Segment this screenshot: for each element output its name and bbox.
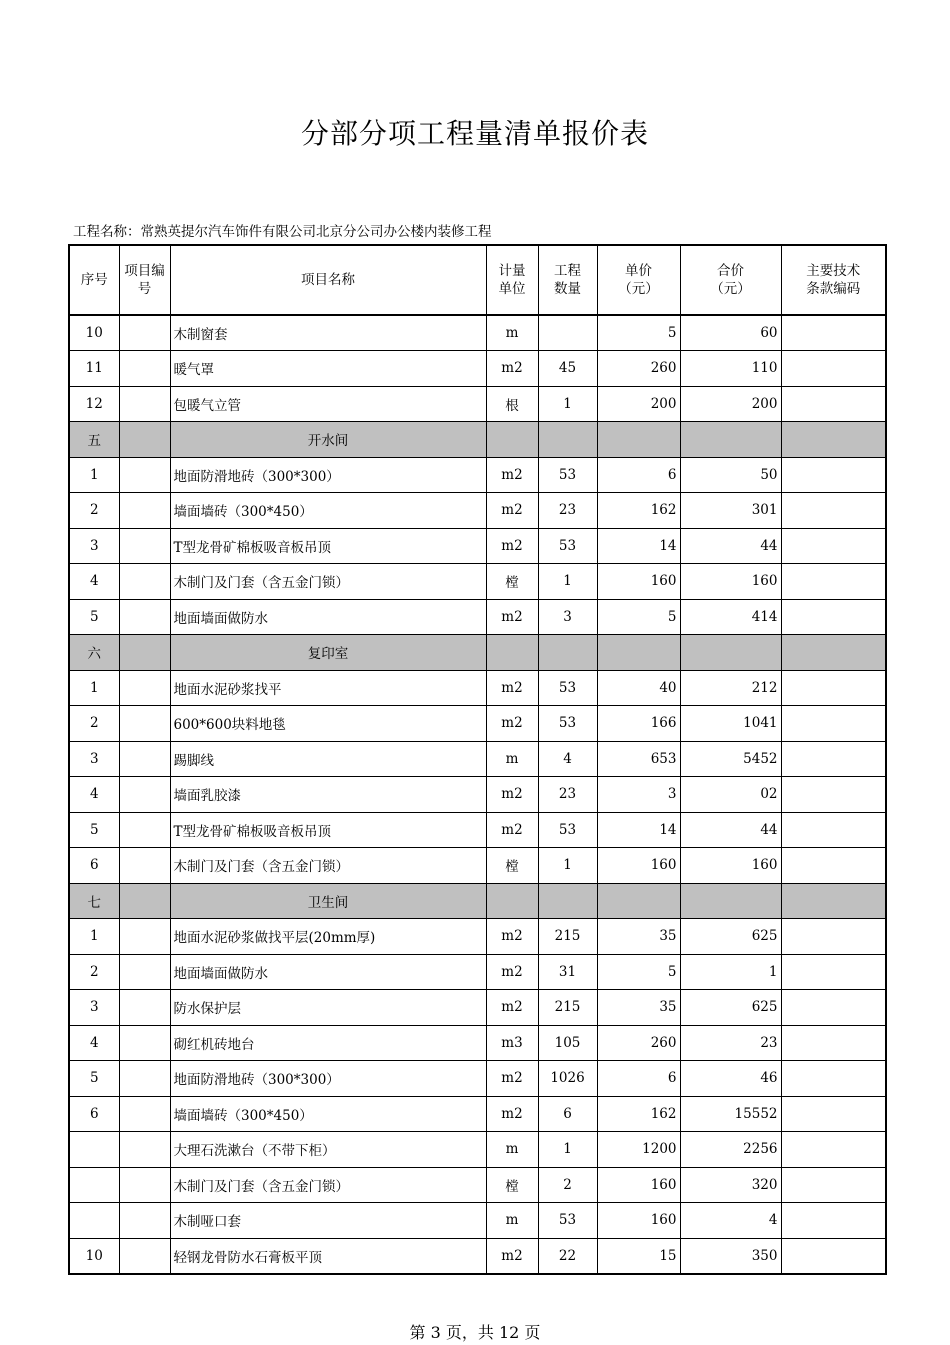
item-unit: 樘: [486, 1167, 538, 1203]
item-price: 5: [597, 315, 680, 351]
item-name: 暖气罩: [170, 351, 486, 387]
table-row: [69, 493, 886, 529]
item-unit: m2: [486, 919, 538, 955]
item-name: 踢脚线: [170, 741, 486, 777]
item-code: [119, 1132, 170, 1168]
item-price: 40: [597, 670, 680, 706]
table-row: [69, 954, 886, 990]
item-seq: 2: [69, 493, 119, 529]
item-seq: [69, 1167, 119, 1203]
table-row: [69, 919, 886, 955]
item-price: 5: [597, 954, 680, 990]
item-name: 地面防滑地砖（300*300）: [170, 1061, 486, 1097]
item-price: 160: [597, 848, 680, 884]
item-code: [119, 528, 170, 564]
item-seq: [69, 1203, 119, 1239]
empty-cell: [486, 422, 538, 458]
item-unit: m2: [486, 670, 538, 706]
item-code: [119, 990, 170, 1026]
item-price: 160: [597, 564, 680, 600]
item-seq: 3: [69, 741, 119, 777]
item-total: 46: [680, 1061, 781, 1097]
item-price: 35: [597, 919, 680, 955]
item-qty: 53: [538, 457, 597, 493]
item-qty: 1: [538, 848, 597, 884]
item-code: [119, 1061, 170, 1097]
empty-cell: [597, 422, 680, 458]
item-qty: 1026: [538, 1061, 597, 1097]
item-seq: 3: [69, 990, 119, 1026]
item-code: [119, 741, 170, 777]
item-tech-code: [781, 954, 886, 990]
item-tech-code: [781, 919, 886, 955]
item-price: 162: [597, 493, 680, 529]
item-seq: 5: [69, 812, 119, 848]
empty-cell: [680, 422, 781, 458]
table-row: [69, 1025, 886, 1061]
item-unit: m2: [486, 1096, 538, 1132]
header-qty: 工程 数量: [538, 245, 597, 315]
item-tech-code: [781, 1167, 886, 1203]
item-qty: 215: [538, 919, 597, 955]
item-name: 600*600块料地毯: [170, 706, 486, 742]
item-unit: m2: [486, 990, 538, 1026]
empty-cell: [538, 635, 597, 671]
item-tech-code: [781, 564, 886, 600]
project-name: 工程名称：常熟英提尔汽车饰件有限公司北京分公司办公楼内装修工程: [73, 224, 492, 240]
item-code: [119, 457, 170, 493]
item-qty: 105: [538, 1025, 597, 1061]
section-row: [69, 422, 886, 458]
item-code: [119, 812, 170, 848]
header-seq: 序号: [69, 245, 119, 315]
item-tech-code: [781, 1203, 886, 1239]
header-total: 合价 （元）: [680, 245, 781, 315]
item-qty: 23: [538, 493, 597, 529]
item-name: 木制门及门套（含五金门锁）: [170, 848, 486, 884]
item-price: 260: [597, 1025, 680, 1061]
page-footer: 第 3 页，共 12 页: [409, 1323, 541, 1342]
item-unit: m2: [486, 528, 538, 564]
item-price: 260: [597, 351, 680, 387]
section-title: 开水间: [170, 422, 486, 458]
item-price: 6: [597, 457, 680, 493]
item-code: [119, 315, 170, 351]
item-total: 200: [680, 386, 781, 422]
item-qty: 1: [538, 386, 597, 422]
item-seq: 10: [69, 315, 119, 351]
item-price: 160: [597, 1203, 680, 1239]
item-tech-code: [781, 528, 886, 564]
item-price: 35: [597, 990, 680, 1026]
item-name: 包暖气立管: [170, 386, 486, 422]
table-row: [69, 1061, 886, 1097]
item-code: [119, 954, 170, 990]
item-total: 2256: [680, 1132, 781, 1168]
empty-cell: [781, 422, 886, 458]
item-unit: m3: [486, 1025, 538, 1061]
item-total: 15552: [680, 1096, 781, 1132]
item-name: 木制窗套: [170, 315, 486, 351]
item-price: 166: [597, 706, 680, 742]
item-price: 5: [597, 599, 680, 635]
item-code: [119, 386, 170, 422]
item-code: [119, 919, 170, 955]
empty-cell: [538, 422, 597, 458]
item-tech-code: [781, 1132, 886, 1168]
section-title: 复印室: [170, 635, 486, 671]
item-qty: 23: [538, 777, 597, 813]
item-unit: m: [486, 1203, 538, 1239]
item-seq: 1: [69, 919, 119, 955]
item-unit: m: [486, 1132, 538, 1168]
header-unit: 计量 单位: [486, 245, 538, 315]
item-code: [119, 1167, 170, 1203]
item-code: [119, 599, 170, 635]
section-row: [69, 883, 886, 919]
item-tech-code: [781, 990, 886, 1026]
section-number: 六: [69, 635, 119, 671]
item-total: 02: [680, 777, 781, 813]
item-seq: 2: [69, 954, 119, 990]
item-total: 160: [680, 564, 781, 600]
item-tech-code: [781, 1096, 886, 1132]
item-seq: 2: [69, 706, 119, 742]
item-name: 地面防滑地砖（300*300）: [170, 457, 486, 493]
item-qty: 6: [538, 1096, 597, 1132]
item-seq: 1: [69, 670, 119, 706]
item-qty: 45: [538, 351, 597, 387]
table-body: [69, 315, 886, 1274]
item-price: 15: [597, 1238, 680, 1274]
item-seq: 4: [69, 1025, 119, 1061]
item-name: 防水保护层: [170, 990, 486, 1026]
section-number: 七: [69, 883, 119, 919]
table-row: [69, 386, 886, 422]
item-total: 23: [680, 1025, 781, 1061]
empty-cell: [597, 883, 680, 919]
item-qty: 31: [538, 954, 597, 990]
item-price: 14: [597, 812, 680, 848]
item-total: 50: [680, 457, 781, 493]
item-name: 砌红机砖地台: [170, 1025, 486, 1061]
empty-cell: [680, 883, 781, 919]
item-code: [119, 848, 170, 884]
table-row: [69, 564, 886, 600]
page-title: 分部分项工程量清单报价表: [300, 117, 649, 150]
item-name: 墙面乳胶漆: [170, 777, 486, 813]
item-name: 地面墙面做防水: [170, 599, 486, 635]
item-code: [119, 564, 170, 600]
empty-cell: [486, 883, 538, 919]
item-name: 大理石洗漱台（不带下柜）: [170, 1132, 486, 1168]
item-name: 地面水泥砂浆找平: [170, 670, 486, 706]
table-row: [69, 848, 886, 884]
empty-cell: [680, 635, 781, 671]
item-unit: m: [486, 741, 538, 777]
header-tech: 主要技术 条款编码: [781, 245, 886, 315]
item-total: 414: [680, 599, 781, 635]
item-name: 木制门及门套（含五金门锁）: [170, 1167, 486, 1203]
item-price: 3: [597, 777, 680, 813]
table-header-row: [69, 245, 886, 315]
item-qty: 3: [538, 599, 597, 635]
item-unit: m: [486, 315, 538, 351]
section-title: 卫生间: [170, 883, 486, 919]
empty-cell: [781, 635, 886, 671]
table-row: [69, 812, 886, 848]
item-price: 1200: [597, 1132, 680, 1168]
item-tech-code: [781, 812, 886, 848]
item-tech-code: [781, 706, 886, 742]
empty-cell: [597, 635, 680, 671]
section-number: 五: [69, 422, 119, 458]
item-tech-code: [781, 741, 886, 777]
item-name: 木制门及门套（含五金门锁）: [170, 564, 486, 600]
item-code: [119, 422, 170, 458]
table-row: [69, 741, 886, 777]
item-total: 1: [680, 954, 781, 990]
item-tech-code: [781, 1238, 886, 1274]
item-name: 墙面墙砖（300*450）: [170, 493, 486, 529]
item-code: [119, 670, 170, 706]
item-qty: 53: [538, 706, 597, 742]
header-price: 单价 （元）: [597, 245, 680, 315]
item-total: 350: [680, 1238, 781, 1274]
item-code: [119, 777, 170, 813]
item-seq: 5: [69, 599, 119, 635]
item-total: 4: [680, 1203, 781, 1239]
item-seq: 5: [69, 1061, 119, 1097]
item-qty: 53: [538, 670, 597, 706]
item-seq: 1: [69, 457, 119, 493]
item-name: T型龙骨矿棉板吸音板吊顶: [170, 528, 486, 564]
item-qty: 1: [538, 1132, 597, 1168]
empty-cell: [781, 883, 886, 919]
item-tech-code: [781, 777, 886, 813]
item-tech-code: [781, 351, 886, 387]
item-name: 木制哑口套: [170, 1203, 486, 1239]
item-tech-code: [781, 848, 886, 884]
item-seq: 6: [69, 1096, 119, 1132]
item-code: [119, 351, 170, 387]
item-tech-code: [781, 457, 886, 493]
table-row: [69, 457, 886, 493]
item-tech-code: [781, 1061, 886, 1097]
item-qty: [538, 315, 597, 351]
item-code: [119, 493, 170, 529]
table-row: [69, 315, 886, 351]
item-price: 653: [597, 741, 680, 777]
item-tech-code: [781, 599, 886, 635]
item-unit: m2: [486, 812, 538, 848]
table-row: [69, 599, 886, 635]
item-qty: 4: [538, 741, 597, 777]
item-name: 墙面墙砖（300*450）: [170, 1096, 486, 1132]
item-tech-code: [781, 386, 886, 422]
table-row: [69, 777, 886, 813]
table-row: [69, 990, 886, 1026]
item-price: 14: [597, 528, 680, 564]
item-code: [119, 706, 170, 742]
item-total: 44: [680, 528, 781, 564]
table-row: [69, 706, 886, 742]
item-price: 160: [597, 1167, 680, 1203]
table-row: [69, 1132, 886, 1168]
item-code: [119, 1025, 170, 1061]
item-seq: 11: [69, 351, 119, 387]
section-row: [69, 635, 886, 671]
item-unit: 樘: [486, 564, 538, 600]
item-total: 625: [680, 919, 781, 955]
quote-table: [68, 244, 887, 1275]
table-row: [69, 528, 886, 564]
item-total: 160: [680, 848, 781, 884]
item-total: 5452: [680, 741, 781, 777]
item-tech-code: [781, 1025, 886, 1061]
item-total: 320: [680, 1167, 781, 1203]
item-name: 地面水泥砂浆做找平层(20mm厚): [170, 919, 486, 955]
item-name: 轻钢龙骨防水石膏板平顶: [170, 1238, 486, 1274]
item-unit: m2: [486, 599, 538, 635]
table-row: [69, 351, 886, 387]
item-total: 110: [680, 351, 781, 387]
item-unit: m2: [486, 493, 538, 529]
empty-cell: [538, 883, 597, 919]
item-tech-code: [781, 670, 886, 706]
item-unit: m2: [486, 706, 538, 742]
item-code: [119, 883, 170, 919]
item-qty: 53: [538, 1203, 597, 1239]
item-tech-code: [781, 315, 886, 351]
item-unit: m2: [486, 457, 538, 493]
header-name: 项目名称: [170, 245, 486, 315]
empty-cell: [486, 635, 538, 671]
item-name: 地面墙面做防水: [170, 954, 486, 990]
item-qty: 1: [538, 564, 597, 600]
table-row: [69, 670, 886, 706]
item-total: 44: [680, 812, 781, 848]
item-unit: m2: [486, 777, 538, 813]
table-row: [69, 1167, 886, 1203]
item-code: [119, 1203, 170, 1239]
item-seq: 6: [69, 848, 119, 884]
item-qty: 53: [538, 528, 597, 564]
item-unit: m2: [486, 351, 538, 387]
item-name: T型龙骨矿棉板吸音板吊顶: [170, 812, 486, 848]
item-tech-code: [781, 493, 886, 529]
item-unit: 樘: [486, 848, 538, 884]
item-seq: 4: [69, 777, 119, 813]
table-row: [69, 1096, 886, 1132]
item-total: 1041: [680, 706, 781, 742]
item-seq: 3: [69, 528, 119, 564]
item-qty: 2: [538, 1167, 597, 1203]
item-price: 6: [597, 1061, 680, 1097]
item-total: 625: [680, 990, 781, 1026]
item-price: 162: [597, 1096, 680, 1132]
item-seq: 10: [69, 1238, 119, 1274]
item-unit: m2: [486, 1061, 538, 1097]
item-code: [119, 635, 170, 671]
item-price: 200: [597, 386, 680, 422]
item-unit: 根: [486, 386, 538, 422]
table-row: [69, 1238, 886, 1274]
item-seq: [69, 1132, 119, 1168]
item-qty: 22: [538, 1238, 597, 1274]
item-qty: 53: [538, 812, 597, 848]
item-qty: 215: [538, 990, 597, 1026]
item-total: 301: [680, 493, 781, 529]
item-total: 60: [680, 315, 781, 351]
item-seq: 4: [69, 564, 119, 600]
item-code: [119, 1238, 170, 1274]
item-total: 212: [680, 670, 781, 706]
item-code: [119, 1096, 170, 1132]
item-unit: m2: [486, 954, 538, 990]
item-seq: 12: [69, 386, 119, 422]
table-row: [69, 1203, 886, 1239]
item-unit: m2: [486, 1238, 538, 1274]
header-code: 项目编 号: [119, 245, 170, 315]
